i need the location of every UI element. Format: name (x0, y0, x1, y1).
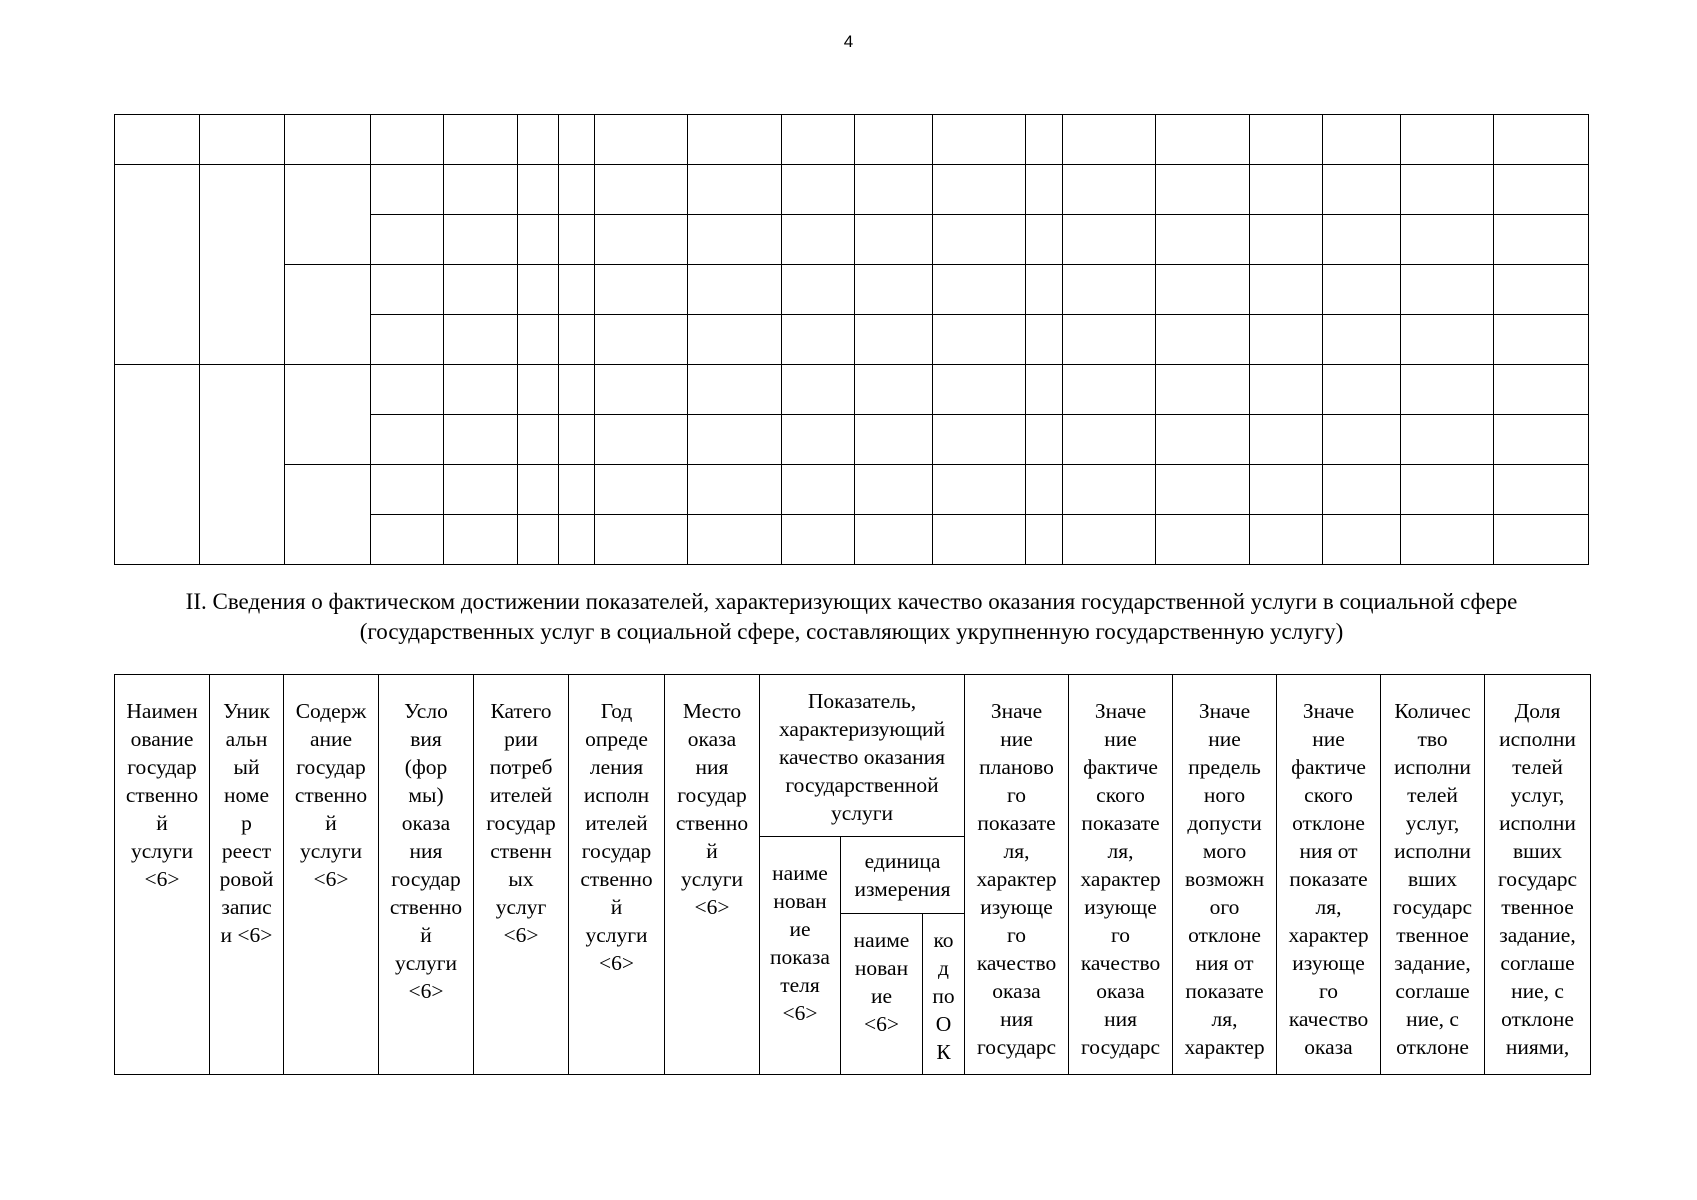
col-header-indicator: Показатель, характеризующий качество оказания государственной услуги (760, 675, 965, 837)
col-header-consumer-categories: Катего рии потреб ителей государ ственн ых услуг <6> (474, 675, 569, 1075)
col-header-unit-name: наиме нован ие <6> (841, 914, 923, 1075)
col-header-unit: единица измерения (841, 837, 965, 914)
table-row (115, 115, 1589, 165)
col-header-allowed-deviation: Значе ние предель ного допусти мого возможн ого отклоне ния от показате ля, характер (1173, 675, 1277, 1075)
quality-indicators-table (114, 674, 1591, 1075)
col-header-executors-share: Доля исполни телей услуг, исполни вших государс твенное задание, соглаше ние, с отклоне ниями, (1485, 675, 1591, 1075)
col-header-indicator-name: наиме нован ие показа теля <6> (760, 837, 841, 1075)
col-header-registry-number: Уник альн ый номе р реест ровой запис и <6> (210, 675, 284, 1075)
col-header-planned-value: Значе ние планово го показате ля, характер изующе го качество оказа ния государс (965, 675, 1069, 1075)
col-header-service-place: Место оказа ния государ ственно й услуги <6> (665, 675, 760, 1075)
table-row (115, 165, 1589, 215)
col-header-actual-deviation: Значе ние фактиче ского отклоне ния от показате ля, характер изующе го качество оказа (1277, 675, 1381, 1075)
col-header-actual-value: Значе ние фактиче ского показате ля, характер изующе го качество оказа ния государс (1069, 675, 1173, 1075)
col-header-okei-code: ко д по О К (923, 914, 965, 1075)
col-header-year: Год опреде ления исполн ителей государ ственно й услуги <6> (569, 675, 665, 1075)
continued-table (114, 114, 1589, 565)
table-row (115, 265, 1589, 315)
table-row (115, 465, 1589, 515)
table-header-row (115, 675, 1591, 837)
col-header-service-name: Наимен ование государ ственно й услуги <6> (115, 675, 210, 1075)
col-header-executors-count: Количес тво исполни телей услуг, исполни вших государс твенное задание, соглаше ние, с отклоне (1381, 675, 1485, 1075)
section-title: II. Сведения о фактическом достижении показателей, характеризующих качество оказания государственной услуги в социальной сфере (государственных услуг в социальной сфере, составляющих укрупненную государственную услугу) (185, 589, 1518, 644)
page-number: 4 (843, 32, 854, 51)
col-header-service-conditions: Усло вия (фор мы) оказа ния государ ственно й услуги <6> (379, 675, 474, 1075)
table-row (115, 365, 1589, 415)
col-header-service-content: Содерж ание государ ственно й услуги <6> (284, 675, 379, 1075)
